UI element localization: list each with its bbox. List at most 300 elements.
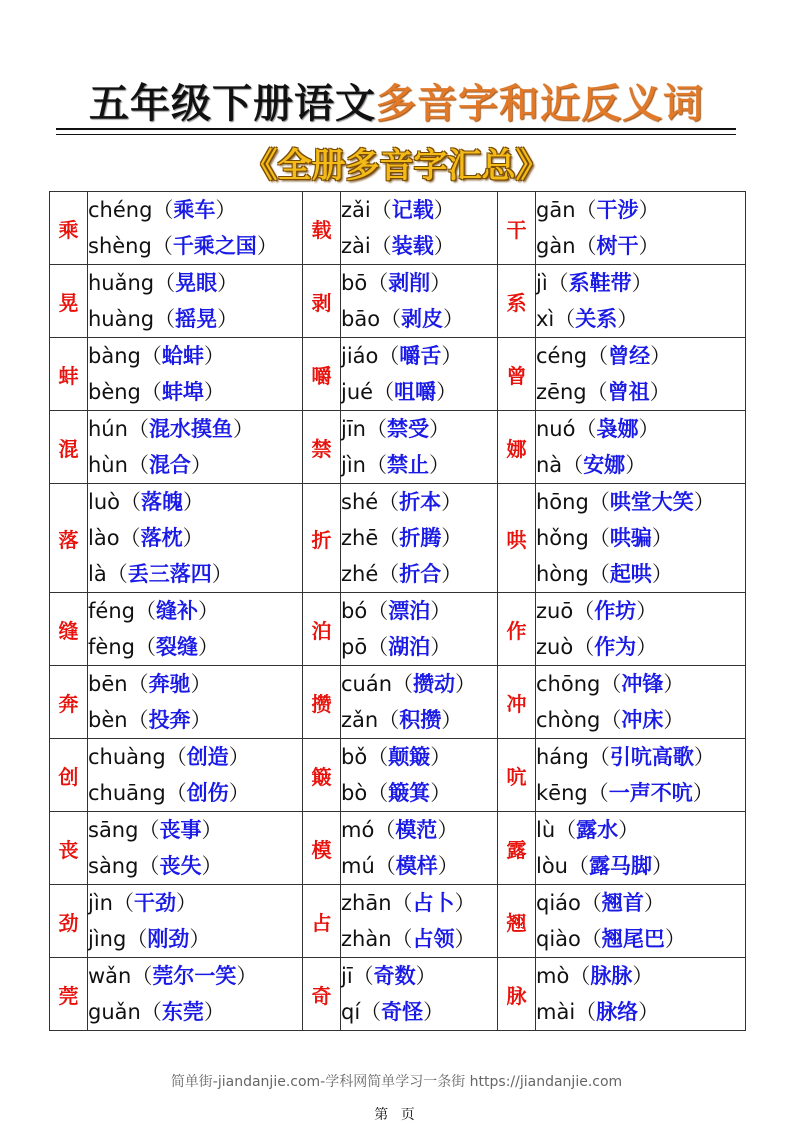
open-paren: （ xyxy=(367,745,389,769)
example-word: 奔驰 xyxy=(148,672,191,696)
example-word: 乘车 xyxy=(173,198,216,222)
pinyin: jīn xyxy=(341,417,366,441)
example-word: 东莞 xyxy=(161,1000,204,1024)
readings-cell xyxy=(341,739,498,812)
close-paren: ） xyxy=(430,781,452,805)
reading-line xyxy=(536,739,745,775)
polyphone-char: 娜 xyxy=(498,411,536,484)
open-paren: （ xyxy=(112,891,134,915)
close-paren: ） xyxy=(638,198,660,222)
example-word: 模范 xyxy=(395,818,438,842)
close-paren: ） xyxy=(190,672,212,696)
example-word: 记载 xyxy=(391,198,434,222)
pinyin: jìn xyxy=(88,891,113,915)
pinyin: shé xyxy=(341,490,379,514)
open-paren: （ xyxy=(378,344,400,368)
example-word: 蚌埠 xyxy=(161,380,204,404)
close-paren: ） xyxy=(618,818,640,842)
close-paren: ） xyxy=(201,854,223,878)
reading-line xyxy=(341,666,497,702)
example-word: 裂缝 xyxy=(155,635,198,659)
example-word: 颠簸 xyxy=(388,745,431,769)
reading-line xyxy=(536,338,745,374)
close-paren: ） xyxy=(437,854,459,878)
pinyin: wǎn xyxy=(88,964,132,988)
reading-line xyxy=(88,921,302,957)
reading-line xyxy=(536,848,745,884)
open-paren: （ xyxy=(380,307,402,331)
close-paren: ） xyxy=(441,490,463,514)
table-row xyxy=(50,411,746,484)
readings-cell xyxy=(88,192,303,265)
close-paren: ） xyxy=(430,635,452,659)
pinyin: zhān xyxy=(341,891,392,915)
pinyin: jué xyxy=(341,380,374,404)
open-paren: （ xyxy=(378,490,400,514)
reading-line xyxy=(88,666,302,702)
pinyin: cuán xyxy=(341,672,393,696)
polyphone-char: 簸 xyxy=(303,739,341,812)
readings-cell xyxy=(88,338,303,411)
readings-cell xyxy=(536,739,746,812)
polyphone-char: 蚌 xyxy=(50,338,88,411)
pinyin: hǒng xyxy=(536,526,589,550)
open-paren: （ xyxy=(106,562,128,586)
reading-line xyxy=(88,812,302,848)
reading-line xyxy=(88,885,302,921)
close-paren: ） xyxy=(455,672,477,696)
reading-line xyxy=(536,812,745,848)
reading-line xyxy=(88,848,302,884)
open-paren: （ xyxy=(367,271,389,295)
readings-cell xyxy=(341,411,498,484)
reading-line xyxy=(341,520,497,556)
pinyin: chuàng xyxy=(88,745,166,769)
readings-cell xyxy=(341,593,498,666)
polyphone-char: 劲 xyxy=(50,885,88,958)
readings-cell xyxy=(341,885,498,958)
polyphone-char: 嚼 xyxy=(303,338,341,411)
open-paren: （ xyxy=(392,672,414,696)
pinyin: huàng xyxy=(88,307,155,331)
example-word: 占领 xyxy=(412,927,455,951)
pinyin: sāng xyxy=(88,818,139,842)
pinyin: zhē xyxy=(341,526,379,550)
example-word: 折腾 xyxy=(399,526,442,550)
reading-line xyxy=(536,556,745,592)
close-paren: ） xyxy=(423,1000,445,1024)
table-row xyxy=(50,666,746,739)
open-paren: （ xyxy=(165,745,187,769)
close-paren: ） xyxy=(617,307,639,331)
pinyin: bàng xyxy=(88,344,141,368)
reading-line xyxy=(536,447,745,483)
example-word: 脉络 xyxy=(596,1000,639,1024)
reading-line xyxy=(341,338,497,374)
readings-cell xyxy=(88,265,303,338)
open-paren: （ xyxy=(138,818,160,842)
open-paren: （ xyxy=(127,672,149,696)
example-word: 积攒 xyxy=(399,708,442,732)
example-word: 安娜 xyxy=(583,453,626,477)
polyphone-char: 攒 xyxy=(303,666,341,739)
close-paren: ） xyxy=(203,344,225,368)
pinyin: hùn xyxy=(88,453,128,477)
open-paren: （ xyxy=(140,1000,162,1024)
close-paren: ） xyxy=(663,708,685,732)
example-word: 攒动 xyxy=(413,672,456,696)
open-paren: （ xyxy=(378,526,400,550)
open-paren: （ xyxy=(575,234,597,258)
pinyin: mài xyxy=(536,1000,576,1024)
close-paren: ） xyxy=(197,635,219,659)
readings-cell xyxy=(88,739,303,812)
reading-line xyxy=(536,775,745,811)
example-word: 混水摸鱼 xyxy=(148,417,233,441)
readings-cell xyxy=(536,265,746,338)
open-paren: （ xyxy=(588,745,610,769)
reading-line xyxy=(88,338,302,374)
readings-cell xyxy=(536,593,746,666)
pinyin: chōng xyxy=(536,672,601,696)
close-paren: ） xyxy=(433,234,455,258)
reading-line xyxy=(341,447,497,483)
pinyin: mú xyxy=(341,854,375,878)
pinyin: qí xyxy=(341,1000,361,1024)
polyphone-char: 混 xyxy=(50,411,88,484)
table-row xyxy=(50,192,746,265)
close-paren: ） xyxy=(638,417,660,441)
pinyin: mò xyxy=(536,964,570,988)
example-word: 落枕 xyxy=(140,526,183,550)
polyphone-char: 作 xyxy=(498,593,536,666)
example-word: 曾经 xyxy=(608,344,651,368)
pinyin: jìng xyxy=(88,927,127,951)
open-paren: （ xyxy=(373,380,395,404)
pinyin: xì xyxy=(536,307,555,331)
example-word: 咀嚼 xyxy=(394,380,437,404)
reading-line xyxy=(88,301,302,337)
title-rule-thin xyxy=(56,134,736,135)
close-paren: ） xyxy=(175,891,197,915)
close-paren: ） xyxy=(441,708,463,732)
example-word: 创造 xyxy=(186,745,229,769)
open-paren: （ xyxy=(573,635,595,659)
readings-cell xyxy=(341,338,498,411)
reading-line xyxy=(341,556,497,592)
reading-line xyxy=(88,702,302,738)
example-word: 占卜 xyxy=(412,891,455,915)
close-paren: ） xyxy=(643,891,665,915)
example-word: 嚼舌 xyxy=(399,344,442,368)
pinyin: jì xyxy=(536,271,548,295)
title-part-orange: 多音字和近反义词 xyxy=(376,80,704,127)
open-paren: （ xyxy=(370,198,392,222)
close-paren: ） xyxy=(664,927,686,951)
reading-line xyxy=(88,484,302,520)
reading-line xyxy=(341,812,497,848)
reading-line xyxy=(341,702,497,738)
polyphone-char: 乘 xyxy=(50,192,88,265)
example-word: 装载 xyxy=(391,234,434,258)
example-word: 湖泊 xyxy=(388,635,431,659)
close-paren: ） xyxy=(256,234,278,258)
readings-cell xyxy=(88,484,303,593)
table-row xyxy=(50,338,746,411)
footer-text: 简单街-jiandanjie.com-学科网简单学习一条街 https://jiandanjie.com xyxy=(170,1074,623,1090)
close-paren: ） xyxy=(211,562,233,586)
open-paren: （ xyxy=(374,854,396,878)
open-paren: （ xyxy=(352,964,374,988)
polyphone-char: 缝 xyxy=(50,593,88,666)
open-paren: （ xyxy=(165,781,187,805)
close-paren: ） xyxy=(228,781,250,805)
polyphone-char: 禁 xyxy=(303,411,341,484)
pinyin: chuāng xyxy=(88,781,166,805)
open-paren: （ xyxy=(391,891,413,915)
polyphone-char: 奔 xyxy=(50,666,88,739)
example-word: 露马脚 xyxy=(589,854,652,878)
close-paren: ） xyxy=(190,708,212,732)
pinyin: gān xyxy=(536,198,576,222)
polyphone-char: 晃 xyxy=(50,265,88,338)
open-paren: （ xyxy=(378,562,400,586)
reading-line xyxy=(341,739,497,775)
subtitle: 《全册多音字汇总》 xyxy=(243,146,550,186)
pinyin: bǒ xyxy=(341,745,368,769)
example-word: 奇怪 xyxy=(381,1000,424,1024)
pinyin: bó xyxy=(341,599,368,623)
readings-cell xyxy=(341,958,498,1031)
example-word: 一声不吭 xyxy=(608,781,693,805)
close-paren: ） xyxy=(632,964,654,988)
reading-line xyxy=(536,228,745,264)
reading-line xyxy=(88,775,302,811)
pinyin: là xyxy=(88,562,107,586)
example-word: 翘首 xyxy=(601,891,644,915)
table-row xyxy=(50,885,746,958)
close-paren: ） xyxy=(428,453,450,477)
pinyin: lào xyxy=(88,526,120,550)
readings-cell xyxy=(341,812,498,885)
close-paren: ） xyxy=(203,1000,225,1024)
open-paren: （ xyxy=(374,818,396,842)
pinyin: qiáo xyxy=(536,891,581,915)
reading-line xyxy=(536,192,745,228)
close-paren: ） xyxy=(638,234,660,258)
example-word: 缝补 xyxy=(155,599,198,623)
table-row xyxy=(50,484,746,593)
reading-line xyxy=(341,921,497,957)
close-paren: ） xyxy=(693,745,715,769)
example-word: 千乘之国 xyxy=(172,234,257,258)
pinyin: zēng xyxy=(536,380,587,404)
close-paren: ） xyxy=(430,271,452,295)
polyphone-char: 折 xyxy=(303,484,341,593)
example-word: 作坊 xyxy=(594,599,637,623)
pinyin: jiáo xyxy=(341,344,379,368)
example-word: 起哄 xyxy=(609,562,652,586)
pinyin: bò xyxy=(341,781,368,805)
readings-cell xyxy=(88,411,303,484)
example-word: 混合 xyxy=(148,453,191,477)
table-row xyxy=(50,958,746,1031)
example-word: 创伤 xyxy=(186,781,229,805)
reading-line xyxy=(341,629,497,665)
open-paren: （ xyxy=(134,599,156,623)
pinyin: bāo xyxy=(341,307,381,331)
polyphone-char: 脉 xyxy=(498,958,536,1031)
example-word: 折本 xyxy=(399,490,442,514)
readings-cell xyxy=(536,885,746,958)
reading-line xyxy=(341,192,497,228)
close-paren: ） xyxy=(415,964,437,988)
open-paren: （ xyxy=(370,234,392,258)
polyphone-char: 创 xyxy=(50,739,88,812)
close-paren: ） xyxy=(443,307,465,331)
open-paren: （ xyxy=(575,1000,597,1024)
example-word: 剥皮 xyxy=(401,307,444,331)
readings-cell xyxy=(536,411,746,484)
pinyin: zǎn xyxy=(341,708,379,732)
open-paren: （ xyxy=(600,708,622,732)
reading-line xyxy=(536,702,745,738)
pinyin: bèng xyxy=(88,380,141,404)
pinyin: hōng xyxy=(536,490,589,514)
open-paren: （ xyxy=(140,344,162,368)
example-word: 系鞋带 xyxy=(568,271,632,295)
polyphone-char: 哄 xyxy=(498,484,536,593)
close-paren: ） xyxy=(636,599,658,623)
polyphone-char: 吭 xyxy=(498,739,536,812)
example-word: 干劲 xyxy=(133,891,176,915)
close-paren: ） xyxy=(215,198,237,222)
polyphone-char: 占 xyxy=(303,885,341,958)
close-paren: ） xyxy=(189,927,211,951)
pinyin: lòu xyxy=(536,854,568,878)
reading-line xyxy=(536,629,745,665)
close-paren: ） xyxy=(182,526,204,550)
reading-line xyxy=(88,958,302,994)
reading-line xyxy=(341,994,497,1030)
pinyin: hún xyxy=(88,417,128,441)
readings-cell xyxy=(536,338,746,411)
open-paren: （ xyxy=(367,599,389,623)
title-part-black: 五年级下册语文 xyxy=(89,80,376,127)
example-word: 摇晃 xyxy=(175,307,218,331)
example-word: 哄堂大笑 xyxy=(609,490,694,514)
pinyin: guǎn xyxy=(88,1000,141,1024)
pinyin: kēng xyxy=(536,781,588,805)
reading-line xyxy=(341,265,497,301)
reading-line xyxy=(88,739,302,775)
polyphone-char: 奇 xyxy=(303,958,341,1031)
polyphone-char: 系 xyxy=(498,265,536,338)
readings-cell xyxy=(341,192,498,265)
pinyin: shèng xyxy=(88,234,152,258)
reading-line xyxy=(88,629,302,665)
readings-cell xyxy=(536,192,746,265)
open-paren: （ xyxy=(131,964,153,988)
close-paren: ） xyxy=(436,380,458,404)
open-paren: （ xyxy=(134,635,156,659)
open-paren: （ xyxy=(580,891,602,915)
pinyin: féng xyxy=(88,599,135,623)
pinyin: bèn xyxy=(88,708,128,732)
open-paren: （ xyxy=(587,344,609,368)
open-paren: （ xyxy=(365,417,387,441)
close-paren: ） xyxy=(428,417,450,441)
table-row xyxy=(50,265,746,338)
open-paren: （ xyxy=(127,417,149,441)
open-paren: （ xyxy=(588,526,610,550)
pinyin: lù xyxy=(536,818,556,842)
close-paren: ） xyxy=(441,562,463,586)
close-paren: ） xyxy=(651,526,673,550)
reading-line xyxy=(341,228,497,264)
open-paren: （ xyxy=(140,380,162,404)
example-word: 模样 xyxy=(395,854,438,878)
open-paren: （ xyxy=(391,927,413,951)
reading-line xyxy=(88,374,302,410)
readings-cell xyxy=(536,812,746,885)
close-paren: ） xyxy=(638,1000,660,1024)
table-row xyxy=(50,739,746,812)
pinyin: zuō xyxy=(536,599,574,623)
close-paren: ） xyxy=(631,271,653,295)
reading-line xyxy=(536,593,745,629)
reading-line xyxy=(341,374,497,410)
polyphone-char: 模 xyxy=(303,812,341,885)
readings-cell xyxy=(88,958,303,1031)
reading-line xyxy=(341,411,497,447)
close-paren: ） xyxy=(454,927,476,951)
open-paren: （ xyxy=(127,708,149,732)
open-paren: （ xyxy=(568,854,589,878)
pinyin: chòng xyxy=(536,708,601,732)
example-word: 禁受 xyxy=(386,417,429,441)
polyphone-char: 曾 xyxy=(498,338,536,411)
example-word: 冲锋 xyxy=(621,672,664,696)
pinyin: fèng xyxy=(88,635,135,659)
reading-line xyxy=(341,848,497,884)
example-word: 莞尔一笑 xyxy=(152,964,237,988)
open-paren: （ xyxy=(587,781,609,805)
reading-line xyxy=(536,484,745,520)
reading-line xyxy=(536,411,745,447)
pinyin: zhàn xyxy=(341,927,392,951)
pinyin: pō xyxy=(341,635,368,659)
reading-line xyxy=(88,447,302,483)
open-paren: （ xyxy=(365,453,387,477)
example-word: 翘尾巴 xyxy=(601,927,665,951)
example-word: 脉脉 xyxy=(590,964,633,988)
close-paren: ） xyxy=(228,745,250,769)
close-paren: ） xyxy=(232,417,254,441)
close-paren: ） xyxy=(651,562,673,586)
pinyin: jī xyxy=(341,964,353,988)
open-paren: （ xyxy=(575,417,597,441)
reading-line xyxy=(341,958,497,994)
polyphone-char: 落 xyxy=(50,484,88,593)
table-row xyxy=(50,812,746,885)
close-paren: ） xyxy=(441,344,463,368)
title-rule-thick xyxy=(56,128,736,130)
example-word: 蛤蚌 xyxy=(161,344,204,368)
close-paren: ） xyxy=(663,672,685,696)
open-paren: （ xyxy=(120,490,141,514)
open-paren: （ xyxy=(119,526,141,550)
